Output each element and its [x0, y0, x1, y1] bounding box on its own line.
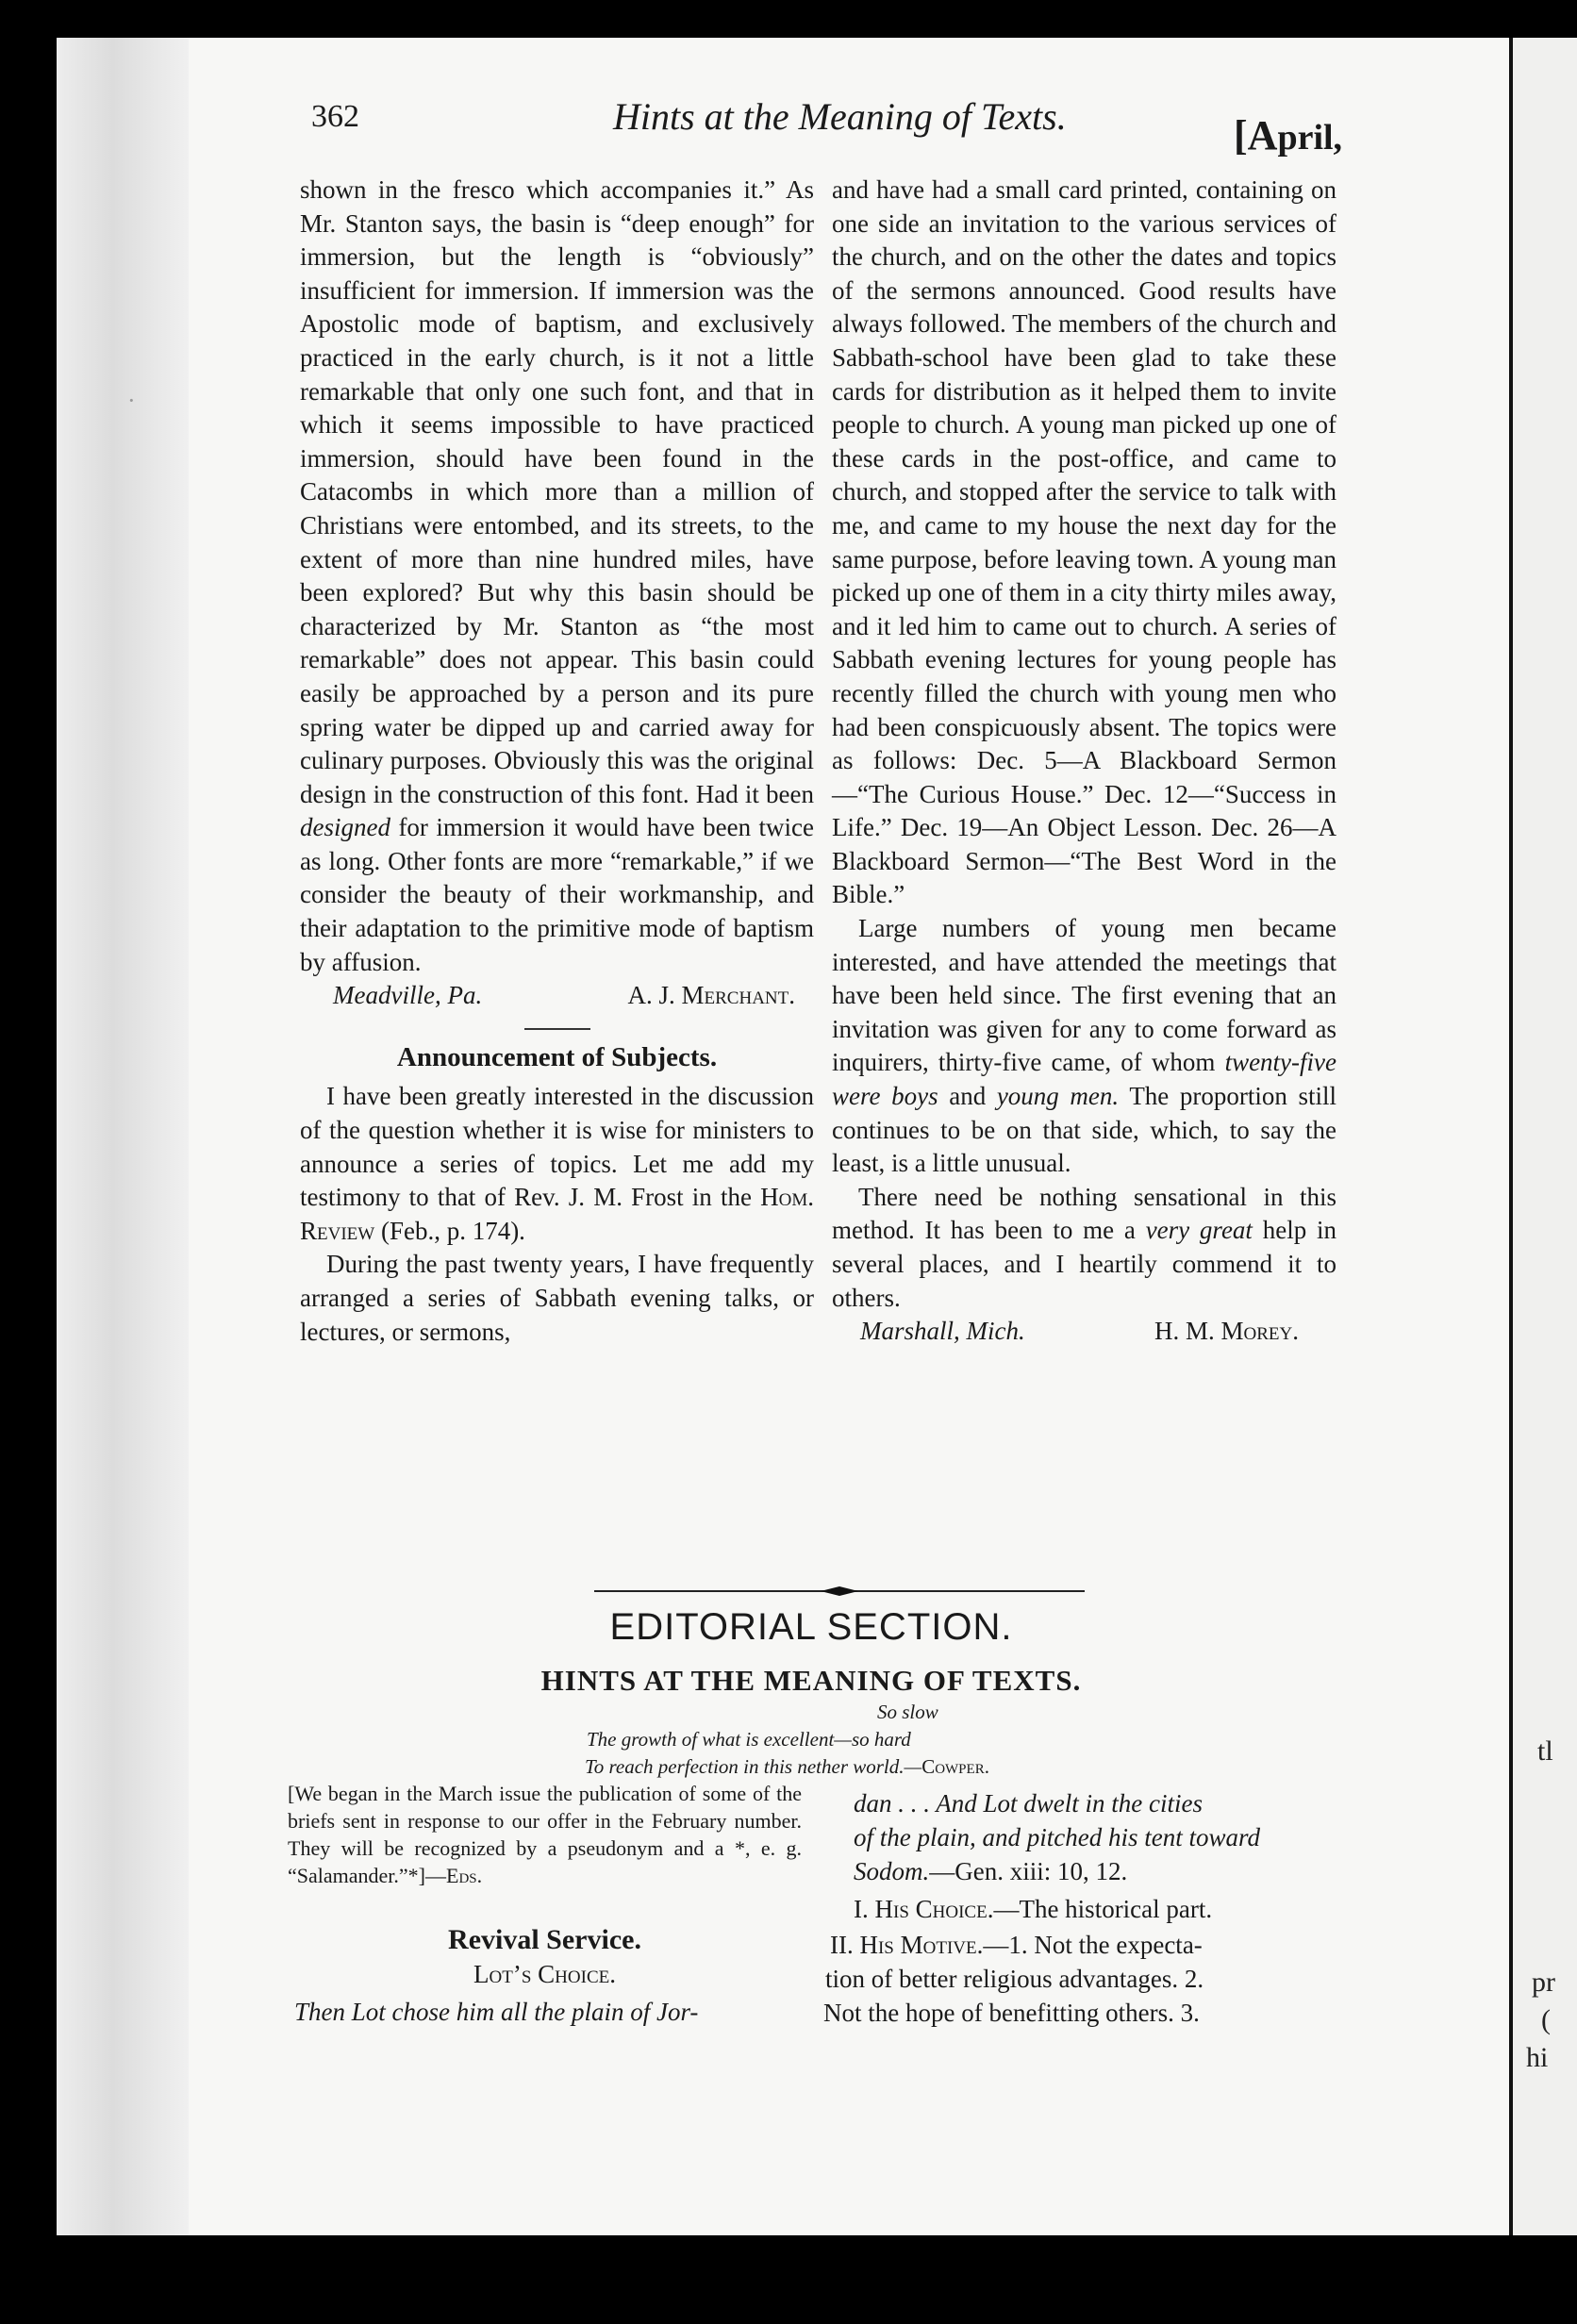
text: There need be nothing sensational in this method. It has been to me a [832, 1182, 1336, 1245]
epigraph-author: Cowper. [921, 1755, 989, 1778]
text: II. [830, 1931, 854, 1959]
book-page-edge [57, 38, 198, 2235]
text: for immersion it would have been twice as long. Other fonts are more “remarkable,” if we consider the beauty of their workmanship, and their adaptation to the primitive mode of baptism by affusion. [300, 813, 814, 976]
text: Large numbers of young men became interested, and have attended the meetings that have been held since. The first evening that an invitation was given for any to come forward as inquirers, thirty-five came, of whom [832, 914, 1336, 1077]
editor-sign: Eds. [446, 1864, 483, 1887]
signature-name: H. M. Morey. [1154, 1317, 1299, 1346]
running-month: [April, [1234, 112, 1343, 158]
text: [We began in the March issue the publication of some of the briefs sent in response to our offer in the February number. They will be recognized by a pseudonym and a *, e. g. “Salamander.”*]— [288, 1782, 802, 1887]
point-label: His Motive. [859, 1931, 984, 1959]
editor-note [288, 1780, 802, 1889]
paragraph [300, 1080, 814, 1248]
edge-fragment: pr [1532, 1967, 1555, 1998]
ornamental-rule [594, 1586, 1085, 1596]
signature-place: Meadville, Pa. [333, 981, 483, 1010]
epigraph-line [585, 1755, 989, 1779]
emphasis: very great [1145, 1216, 1253, 1245]
outline-text: Not the hope of benefitting others. 3. [823, 1999, 1200, 2027]
outline-point [854, 1895, 1212, 1924]
outline-point [830, 1931, 1203, 1960]
text: Sodom. [854, 1857, 930, 1885]
emphasis: twenty-five were boys [832, 1048, 1337, 1111]
running-title: Hints at the Meaning of Texts. [613, 95, 1067, 138]
text: —1. Not the expecta- [983, 1931, 1203, 1959]
emphasis: young men. [996, 1082, 1120, 1111]
journal-name: Hom. Review [300, 1183, 815, 1245]
scripture-text: of the plain, and pitched his tent toward [854, 1823, 1260, 1851]
paragraph [300, 174, 814, 979]
section-title: EDITORIAL SECTION. [609, 1606, 1013, 1648]
paragraph [832, 912, 1336, 1181]
paragraph: and have had a small card printed, containing on one side an invitation to the various services of the church, and on the other the dates and topics of the sermons announced. Good results have always followed. The members of the church and Sabbath-school have been glad to take these cards for distribution as it helped them to invite people to church. A young man picked up one of these cards in the post-office, and came to church, and stopped after the service to talk with me, and came to my house the next day for the same purpose, before leaving town. A young man picked up one of them in a city thirty miles away, and it led him to came out to church. A series of Sabbath evening lectures for young people has recently filled the church with young men who had been conspicuously absent. The topics were as follows: Dec. 5—A Blackboard Sermon—“The Curious House.” Dec. 12—“Success in Life.” Dec. 19—An Object Lesson. Dec. 26—A Blackboard Sermon—“The Best Word in the Bible.” [832, 175, 1336, 909]
margin-speck: · [127, 387, 136, 414]
paragraph [832, 1181, 1336, 1315]
section-subtitle: HINTS AT THE MEANING OF TEXTS. [540, 1664, 1082, 1697]
section-divider [524, 1028, 590, 1030]
emphasis: designed [300, 813, 390, 842]
edge-fragment: hi [1526, 2042, 1549, 2073]
signature-place: Marshall, Mich. [860, 1317, 1025, 1346]
edge-fragment: tl [1537, 1735, 1553, 1767]
text: —The historical part. [993, 1895, 1213, 1923]
scripture-text: dan . . . And Lot dwelt in the cities [854, 1789, 1203, 1818]
point-label: His Choice. [874, 1895, 994, 1923]
right-column [832, 174, 1336, 1349]
page-number: 362 [311, 99, 359, 134]
sermon-title: Lot’s Choice. [473, 1960, 616, 1988]
service-title: Revival Service. [448, 1924, 641, 1955]
text: The proportion still continues to be on that side, which, to say the least, is a little unusual. [832, 1082, 1337, 1178]
text: To reach perfection in this nether world.— [585, 1755, 922, 1778]
scripture-text: Then Lot chose him all the plain of Jor- [294, 1998, 699, 2026]
adjacent-page-strip [1509, 38, 1577, 2235]
text: and [949, 1082, 987, 1111]
signature-name: A. J. Merchant. [627, 981, 795, 1010]
text: help in several places, and I heartily commend it to others. [832, 1216, 1337, 1312]
edge-fragment: ( [1541, 2004, 1551, 2035]
outline-text: tion of better religious advantages. 2. [825, 1965, 1204, 1993]
text: (Feb., p. 174). [380, 1216, 525, 1245]
section-heading: Announcement of Subjects. [396, 1041, 718, 1072]
text: shown in the fresco which accompanies it.” As Mr. Stanton says, the basin is “deep enough” for immersion, but the length is “obviously” insufficient for immersion. If immersion was the Apostolic mode of baptism, and exclusively practiced in the early church, is it not a little remarkable that only one such font, and that in which it seems impossible to have practiced immersion, should have been found in the Catacombs in which more than a million of Christians were entombed, and its streets, to the extent of more than nine hundred miles, have been explored? But why this basin should be characterized by Mr. Stanton as “the most remarkable” does not appear. This basin could easily be approached by a person and its pure spring water be dipped up and carried away for culinary purposes. Obviously this was the original design in the construction of this font. Had it been [300, 175, 814, 808]
text: I have been greatly interested in the discussion of the question whether it is wise for ministers to announce a series of topics. Let me add my testimony to that of Rev. J. M. Frost in the [300, 1082, 814, 1212]
left-column [300, 174, 814, 1349]
text: I. [854, 1895, 869, 1923]
epigraph-line: So slow [877, 1701, 938, 1723]
epigraph-line: The growth of what is excellent—so hard [587, 1728, 911, 1751]
signature [300, 979, 814, 1013]
scripture-reference: —Gen. xiii: 10, 12. [929, 1857, 1128, 1885]
paragraph: During the past twenty years, I have frequently arranged a series of Sabbath evening talks, or lectures, or sermons, [300, 1250, 814, 1346]
signature [832, 1315, 1336, 1349]
scripture-text [854, 1857, 1127, 1886]
